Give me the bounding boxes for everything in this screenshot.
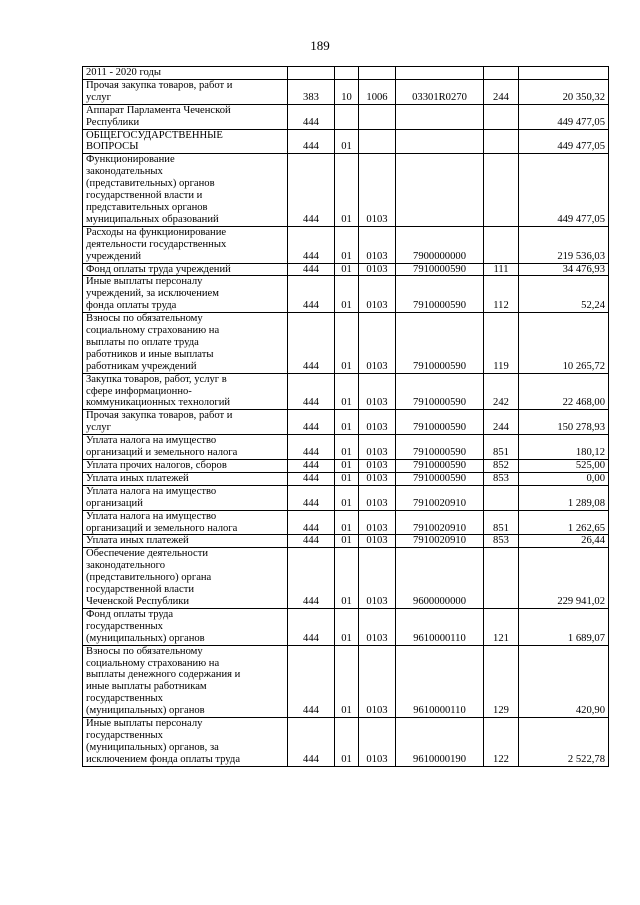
- cell-ved: 444: [288, 510, 335, 535]
- cell-target-article: 7910000590: [396, 435, 484, 460]
- table-row: [83, 154, 609, 226]
- cell-amount: 420,90: [519, 645, 609, 717]
- table-row: [83, 718, 609, 767]
- table-row: [83, 510, 609, 535]
- cell-name-line: законодательных: [86, 166, 163, 178]
- cell-name: [83, 535, 288, 548]
- cell-podrazdel: 0103: [359, 435, 396, 460]
- cell-target-article: 9600000000: [396, 548, 484, 609]
- cell-name-line: Функционирование: [86, 154, 175, 166]
- budget-table: [82, 66, 609, 767]
- cell-expense-type: 112: [484, 276, 519, 313]
- cell-name: [83, 263, 288, 276]
- cell-name-line: Закупка товаров, работ, услуг в: [86, 373, 227, 385]
- cell-expense-type: 851: [484, 510, 519, 535]
- cell-target-article: 9610000190: [396, 718, 484, 767]
- cell-name-line: социальному страхованию на: [86, 657, 220, 669]
- cell-name-line: представительных органов: [86, 201, 208, 213]
- cell-expense-type: 119: [484, 313, 519, 374]
- cell-expense-type: 853: [484, 535, 519, 548]
- cell-ved: 444: [288, 485, 335, 510]
- cell-razdel: 01: [335, 718, 359, 767]
- cell-name: [83, 129, 288, 154]
- table-row: [83, 226, 609, 263]
- cell-name-line: ОБЩЕГОСУДАРСТВЕННЫЕ: [86, 129, 223, 141]
- cell-podrazdel: [359, 67, 396, 80]
- cell-razdel: 01: [335, 435, 359, 460]
- cell-amount: 1 689,07: [519, 608, 609, 645]
- cell-amount: 1 262,65: [519, 510, 609, 535]
- cell-name: [83, 435, 288, 460]
- cell-podrazdel: 0103: [359, 608, 396, 645]
- cell-razdel: 01: [335, 313, 359, 374]
- cell-target-article: [396, 67, 484, 80]
- table-row: [83, 460, 609, 473]
- cell-name-line: Фонд оплаты труда: [86, 608, 174, 620]
- cell-expense-type: [484, 104, 519, 129]
- cell-name: [83, 276, 288, 313]
- cell-ved: 444: [288, 608, 335, 645]
- cell-name-line: Уплата налога на имущество: [86, 510, 217, 522]
- cell-name-line: услуг: [86, 422, 111, 434]
- cell-expense-type: 122: [484, 718, 519, 767]
- cell-expense-type: 129: [484, 645, 519, 717]
- table-row: [83, 263, 609, 276]
- cell-razdel: 01: [335, 410, 359, 435]
- cell-amount: 449 477,05: [519, 154, 609, 226]
- cell-razdel: 01: [335, 460, 359, 473]
- cell-ved: [288, 67, 335, 80]
- cell-name-line: Аппарат Парламента Чеченской: [86, 104, 231, 116]
- cell-podrazdel: 0103: [359, 154, 396, 226]
- cell-amount: 219 536,03: [519, 226, 609, 263]
- cell-name: [83, 226, 288, 263]
- cell-amount: 150 278,93: [519, 410, 609, 435]
- cell-name: [83, 718, 288, 767]
- cell-target-article: 7910000590: [396, 373, 484, 410]
- cell-amount: 1 289,08: [519, 485, 609, 510]
- cell-razdel: 01: [335, 154, 359, 226]
- cell-name-line: Взносы по обязательному: [86, 313, 203, 325]
- cell-name: [83, 548, 288, 609]
- cell-ved: 444: [288, 435, 335, 460]
- cell-name: [83, 510, 288, 535]
- cell-razdel: 10: [335, 79, 359, 104]
- cell-name-line: муниципальных образований: [86, 213, 219, 225]
- cell-name-line: Иные выплаты персоналу: [86, 276, 203, 288]
- cell-amount: 449 477,05: [519, 104, 609, 129]
- cell-target-article: 9610000110: [396, 608, 484, 645]
- cell-target-article: 9610000110: [396, 645, 484, 717]
- cell-name: [83, 472, 288, 485]
- cell-name-line: Прочая закупка товаров, работ и: [86, 79, 233, 91]
- cell-name-line: учреждений, за исключением: [86, 288, 219, 300]
- cell-name-line: государственных: [86, 620, 163, 632]
- cell-amount: 52,24: [519, 276, 609, 313]
- cell-name: [83, 460, 288, 473]
- cell-name-line: государственных: [86, 729, 163, 741]
- cell-name: [83, 373, 288, 410]
- cell-target-article: 7910000590: [396, 276, 484, 313]
- cell-razdel: 01: [335, 263, 359, 276]
- cell-name: [83, 154, 288, 226]
- cell-name-line: Чеченской Республики: [86, 595, 190, 607]
- cell-podrazdel: 0103: [359, 263, 396, 276]
- cell-name-line: работников и иные выплаты: [86, 348, 214, 360]
- cell-name: [83, 645, 288, 717]
- cell-ved: 444: [288, 460, 335, 473]
- cell-podrazdel: 0103: [359, 510, 396, 535]
- cell-name-line: сфере информационно-: [86, 385, 192, 397]
- cell-amount: 10 265,72: [519, 313, 609, 374]
- cell-name-line: Уплата налога на имущество: [86, 485, 217, 497]
- cell-name-line: иные выплаты работникам: [86, 681, 207, 693]
- table-row: [83, 373, 609, 410]
- cell-podrazdel: 0103: [359, 548, 396, 609]
- cell-ved: 444: [288, 410, 335, 435]
- cell-target-article: [396, 104, 484, 129]
- cell-razdel: 01: [335, 548, 359, 609]
- cell-podrazdel: 1006: [359, 79, 396, 104]
- cell-amount: 2 522,78: [519, 718, 609, 767]
- cell-razdel: 01: [335, 535, 359, 548]
- cell-name: [83, 313, 288, 374]
- cell-ved: 444: [288, 645, 335, 717]
- table-row: [83, 129, 609, 154]
- cell-name-line: государственной власти и: [86, 190, 203, 202]
- cell-expense-type: 852: [484, 460, 519, 473]
- cell-podrazdel: 0103: [359, 472, 396, 485]
- cell-podrazdel: 0103: [359, 485, 396, 510]
- cell-ved: 444: [288, 276, 335, 313]
- cell-podrazdel: 0103: [359, 276, 396, 313]
- cell-name-line: законодательного: [86, 560, 166, 572]
- cell-amount: 525,00: [519, 460, 609, 473]
- cell-target-article: 7900000000: [396, 226, 484, 263]
- cell-name-line: учреждений: [86, 250, 142, 262]
- cell-expense-type: 121: [484, 608, 519, 645]
- cell-razdel: 01: [335, 276, 359, 313]
- cell-name: [83, 104, 288, 129]
- cell-name-line: Взносы по обязательному: [86, 645, 203, 657]
- page-number: 189: [310, 38, 330, 53]
- cell-amount: 229 941,02: [519, 548, 609, 609]
- table-row: [83, 608, 609, 645]
- cell-name: [83, 67, 288, 80]
- cell-target-article: [396, 154, 484, 226]
- cell-name-line: фонда оплаты труда: [86, 300, 177, 312]
- cell-expense-type: [484, 129, 519, 154]
- cell-podrazdel: 0103: [359, 226, 396, 263]
- cell-podrazdel: 0103: [359, 460, 396, 473]
- cell-name-line: (муниципальных) органов, за: [86, 741, 219, 753]
- cell-expense-type: 242: [484, 373, 519, 410]
- cell-name-line: Расходы на функционирование: [86, 226, 227, 238]
- cell-expense-type: [484, 154, 519, 226]
- cell-podrazdel: [359, 104, 396, 129]
- cell-name-line: социальному страхованию на: [86, 325, 220, 337]
- cell-target-article: 7910000590: [396, 313, 484, 374]
- cell-ved: 444: [288, 535, 335, 548]
- cell-ved: 444: [288, 373, 335, 410]
- cell-expense-type: 244: [484, 79, 519, 104]
- table-row: [83, 276, 609, 313]
- table-body: [83, 67, 609, 767]
- cell-amount: 180,12: [519, 435, 609, 460]
- cell-expense-type: [484, 485, 519, 510]
- cell-name: [83, 608, 288, 645]
- cell-expense-type: 244: [484, 410, 519, 435]
- cell-amount: 20 350,32: [519, 79, 609, 104]
- cell-name-line: 2011 - 2020 годы: [86, 67, 162, 78]
- cell-name-line: услуг: [86, 91, 111, 103]
- cell-name-line: Прочая закупка товаров, работ и: [86, 410, 233, 422]
- cell-amount: 26,44: [519, 535, 609, 548]
- table-row: [83, 313, 609, 374]
- cell-amount: 449 477,05: [519, 129, 609, 154]
- cell-name-line: государственных: [86, 693, 163, 705]
- cell-name-line: Фонд оплаты труда учреждений: [86, 263, 231, 275]
- cell-razdel: 01: [335, 226, 359, 263]
- cell-name-line: (муниципальных) органов: [86, 632, 205, 644]
- cell-amount: 34 476,93: [519, 263, 609, 276]
- cell-target-article: 7910000590: [396, 472, 484, 485]
- cell-name-line: ВОПРОСЫ: [86, 141, 139, 153]
- table-row: [83, 79, 609, 104]
- cell-podrazdel: 0103: [359, 373, 396, 410]
- cell-podrazdel: 0103: [359, 410, 396, 435]
- cell-ved: 444: [288, 263, 335, 276]
- cell-name: [83, 410, 288, 435]
- cell-expense-type: 853: [484, 472, 519, 485]
- table-row: [83, 548, 609, 609]
- cell-name-line: (муниципальных) органов: [86, 705, 205, 717]
- cell-podrazdel: 0103: [359, 718, 396, 767]
- cell-target-article: 7910020910: [396, 510, 484, 535]
- cell-razdel: [335, 104, 359, 129]
- cell-podrazdel: 0103: [359, 645, 396, 717]
- cell-ved: 383: [288, 79, 335, 104]
- table-row: [83, 485, 609, 510]
- cell-ved: 444: [288, 472, 335, 485]
- cell-name-line: Обеспечение деятельности: [86, 548, 209, 560]
- cell-podrazdel: 0103: [359, 313, 396, 374]
- cell-name-line: Уплата иных платежей: [86, 472, 189, 484]
- cell-name-line: Уплата налога на имущество: [86, 435, 217, 447]
- cell-name-line: Иные выплаты персоналу: [86, 718, 203, 730]
- cell-name-line: выплаты по оплате труда: [86, 336, 199, 348]
- cell-target-article: 03301R0270: [396, 79, 484, 104]
- cell-amount: [519, 67, 609, 80]
- cell-razdel: 01: [335, 129, 359, 154]
- cell-podrazdel: [359, 129, 396, 154]
- cell-expense-type: 111: [484, 263, 519, 276]
- cell-name-line: организаций: [86, 497, 143, 509]
- cell-name-line: исключением фонда оплаты труда: [86, 753, 241, 765]
- cell-podrazdel: 0103: [359, 535, 396, 548]
- cell-name-line: Уплата иных платежей: [86, 535, 189, 547]
- cell-ved: 444: [288, 154, 335, 226]
- cell-ved: 444: [288, 548, 335, 609]
- cell-expense-type: [484, 67, 519, 80]
- cell-razdel: 01: [335, 373, 359, 410]
- cell-name-line: (представительных) органов: [86, 178, 215, 190]
- cell-ved: 444: [288, 313, 335, 374]
- table-row: [83, 410, 609, 435]
- cell-expense-type: [484, 548, 519, 609]
- cell-name-line: коммуникационных технологий: [86, 397, 231, 409]
- cell-target-article: 7910020910: [396, 485, 484, 510]
- cell-target-article: 7910000590: [396, 263, 484, 276]
- cell-expense-type: 851: [484, 435, 519, 460]
- cell-razdel: [335, 67, 359, 80]
- cell-name-line: государственной власти: [86, 584, 195, 596]
- cell-razdel: 01: [335, 485, 359, 510]
- cell-razdel: 01: [335, 645, 359, 717]
- cell-ved: 444: [288, 718, 335, 767]
- cell-razdel: 01: [335, 608, 359, 645]
- cell-expense-type: [484, 226, 519, 263]
- cell-name-line: работникам учреждений: [86, 360, 197, 372]
- cell-name: [83, 79, 288, 104]
- cell-amount: 22 468,00: [519, 373, 609, 410]
- cell-ved: 444: [288, 104, 335, 129]
- table-row: [83, 472, 609, 485]
- cell-ved: 444: [288, 129, 335, 154]
- table-row: [83, 435, 609, 460]
- table-row: [83, 645, 609, 717]
- cell-name-line: организаций и земельного налога: [86, 447, 238, 459]
- table-row: [83, 535, 609, 548]
- cell-razdel: 01: [335, 472, 359, 485]
- cell-target-article: 7910000590: [396, 460, 484, 473]
- cell-target-article: 7910020910: [396, 535, 484, 548]
- cell-name-line: выплаты денежного содержания и: [86, 669, 241, 681]
- table-row: [83, 67, 609, 80]
- cell-ved: 444: [288, 226, 335, 263]
- cell-name-line: (представительного) органа: [86, 572, 212, 584]
- cell-target-article: 7910000590: [396, 410, 484, 435]
- table-row: [83, 104, 609, 129]
- cell-name-line: деятельности государственных: [86, 238, 227, 250]
- cell-amount: 0,00: [519, 472, 609, 485]
- cell-target-article: [396, 129, 484, 154]
- cell-razdel: 01: [335, 510, 359, 535]
- cell-name-line: Уплата прочих налогов, сборов: [86, 460, 227, 471]
- cell-name-line: Республики: [86, 116, 140, 128]
- cell-name: [83, 485, 288, 510]
- cell-name-line: организаций и земельного налога: [86, 522, 238, 534]
